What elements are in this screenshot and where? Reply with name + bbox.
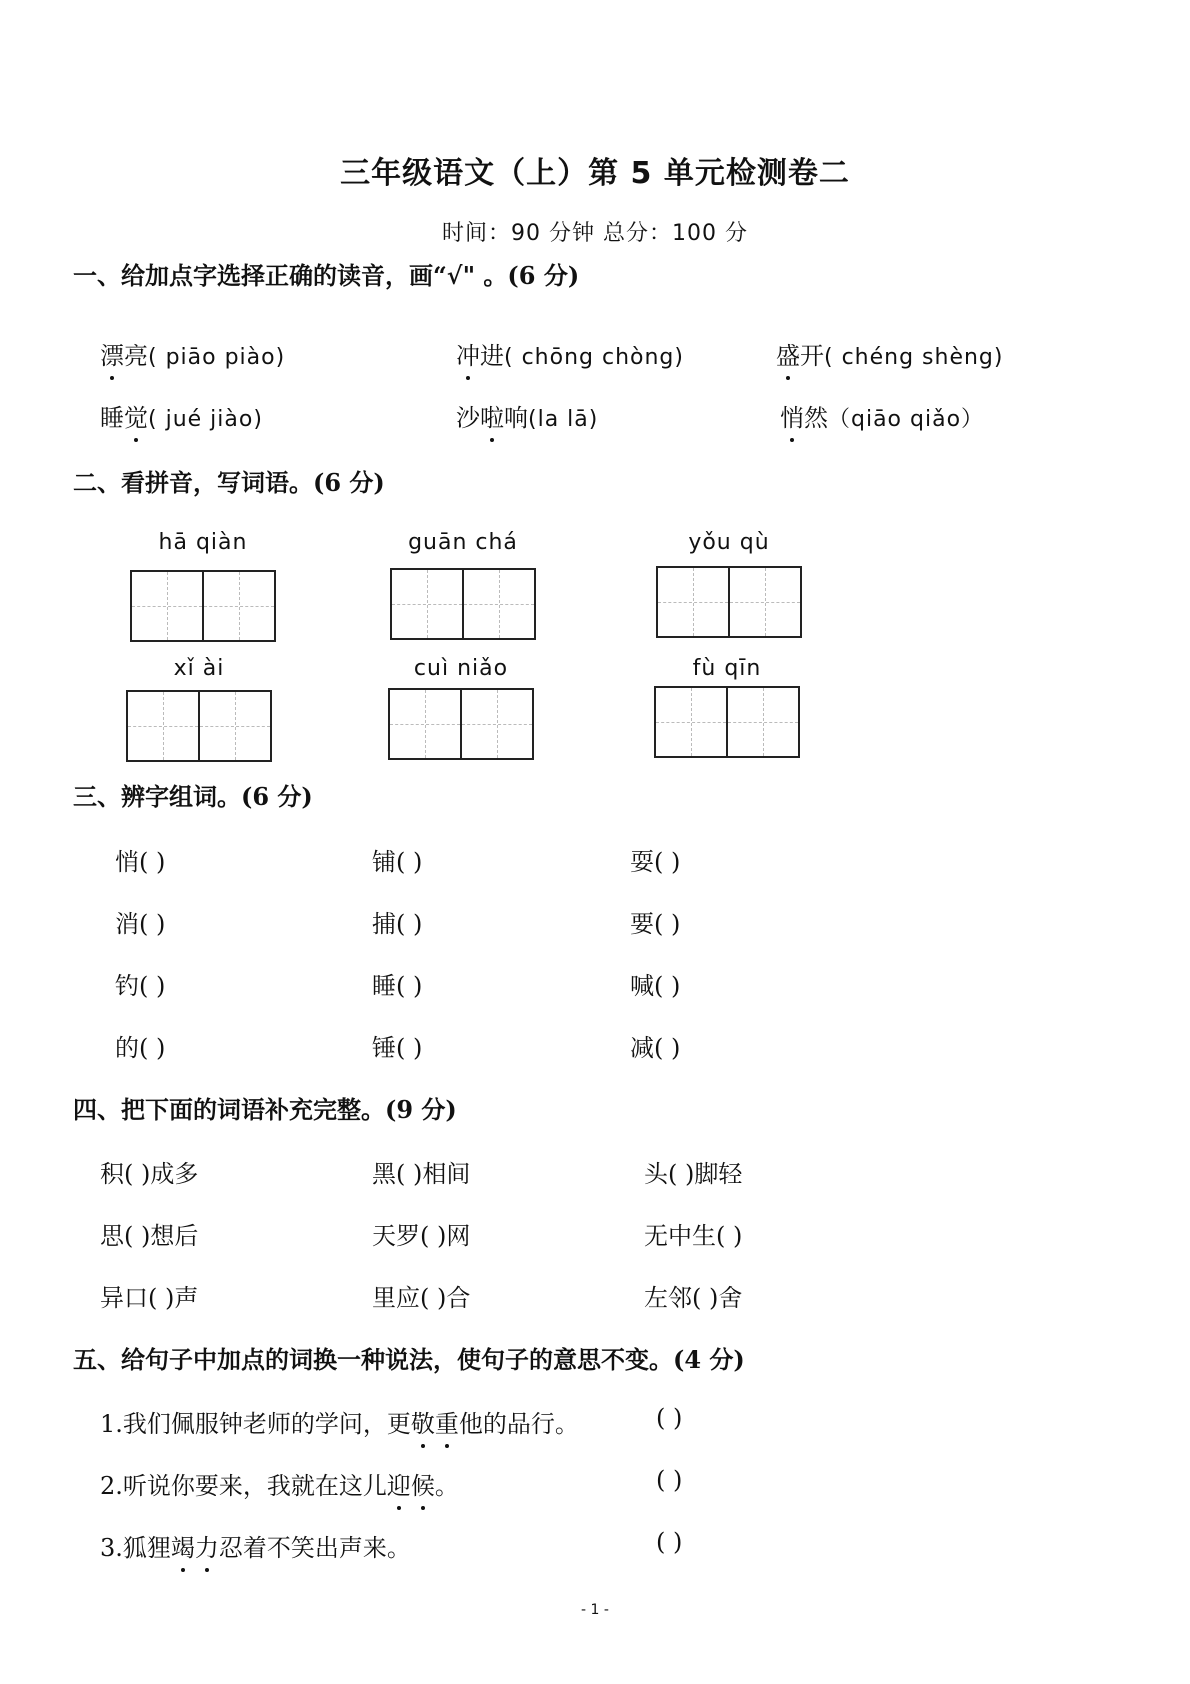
section-4-heading: 四、把下面的词语补充完整。(9 分)	[73, 1095, 457, 1124]
grid-pinyin-6: fù qīn	[692, 656, 762, 681]
grid-cell[interactable]	[726, 688, 798, 756]
s4-item: 左邻( )舍	[644, 1284, 743, 1312]
s3-item: 睡( )	[372, 972, 423, 1000]
grid-pinyin-3: yǒu qù	[688, 530, 770, 555]
s3-item: 耍( )	[630, 848, 681, 876]
dotted-char: 迎	[387, 1466, 411, 1501]
pinyin-options: ( piāo piào)	[148, 345, 286, 370]
char: 亮	[124, 342, 148, 370]
grid-cell[interactable]	[132, 572, 202, 640]
s1-item-6	[780, 398, 984, 433]
s3-item: 的( )	[115, 1034, 166, 1062]
s4-item: 思( )想后	[100, 1222, 199, 1250]
dotted-char: 啦	[480, 398, 504, 433]
s4-item: 积( )成多	[100, 1160, 199, 1188]
s5-answer-blank-1[interactable]: ( )	[656, 1404, 683, 1432]
grid-cell[interactable]	[462, 570, 534, 638]
char: 响	[504, 404, 528, 432]
s5-sentence-3	[100, 1528, 411, 1563]
dotted-char: 力	[195, 1528, 219, 1563]
s5-sentence-2	[100, 1466, 459, 1501]
s5-answer-blank-3[interactable]: ( )	[656, 1528, 683, 1556]
s3-item: 铺( )	[372, 848, 423, 876]
s3-item: 消( )	[115, 910, 166, 938]
char: 进	[480, 342, 504, 370]
sentence-text: 。	[434, 1472, 459, 1500]
dotted-char: 竭	[171, 1528, 195, 1563]
dotted-char: 重	[435, 1404, 459, 1439]
sentence-text: 忍着不笑出声来。	[218, 1534, 411, 1562]
s3-item: 锤( )	[372, 1034, 423, 1062]
grid-cell[interactable]	[460, 690, 532, 758]
grid-pinyin-1: hā qiàn	[158, 530, 248, 555]
sentence-text: 2.听说你要来，我就在这儿	[100, 1472, 387, 1500]
s1-item-2	[456, 336, 684, 371]
s3-item: 悄( )	[115, 848, 166, 876]
writing-grid-3[interactable]	[656, 566, 802, 638]
grid-cell[interactable]	[390, 690, 460, 758]
grid-cell[interactable]	[728, 568, 800, 636]
writing-grid-4[interactable]	[126, 690, 272, 762]
char: 开	[800, 342, 824, 370]
page-number: - 1 -	[581, 1602, 609, 1618]
grid-cell[interactable]	[202, 572, 274, 640]
s1-item-3	[776, 336, 1003, 371]
pinyin-options: ( chōng chòng)	[504, 345, 684, 370]
dotted-char: 悄	[780, 398, 804, 433]
char: 沙	[456, 404, 480, 432]
pinyin-options: （qiāo qiǎo）	[828, 407, 985, 432]
s3-item: 喊( )	[630, 972, 681, 1000]
s3-item: 要( )	[630, 910, 681, 938]
s4-item: 黑( )相间	[372, 1160, 471, 1188]
pinyin-options: (la lā)	[528, 407, 599, 432]
section-2-heading: 二、看拼音，写词语。(6 分)	[73, 468, 385, 497]
writing-grid-1[interactable]	[130, 570, 276, 642]
grid-cell[interactable]	[198, 692, 270, 760]
s3-item: 钓( )	[115, 972, 166, 1000]
char: 然	[804, 404, 828, 432]
sentence-text: 他的品行。	[458, 1410, 579, 1438]
s4-item: 头( )脚轻	[644, 1160, 743, 1188]
dotted-char: 候	[411, 1466, 435, 1501]
s1-item-5	[456, 398, 598, 433]
s4-item: 天罗( )网	[372, 1222, 471, 1250]
grid-cell[interactable]	[658, 568, 728, 636]
grid-pinyin-4: xǐ ài	[173, 656, 225, 681]
s1-item-4	[100, 398, 263, 433]
s4-item: 异口( )声	[100, 1284, 199, 1312]
char: 睡	[100, 404, 124, 432]
dotted-char: 漂	[100, 336, 124, 371]
s4-item: 无中生( )	[644, 1222, 743, 1250]
grid-pinyin-2: guān chá	[408, 530, 518, 555]
section-1-heading: 一、给加点字选择正确的读音，画“√" 。(6 分)	[73, 261, 580, 290]
dotted-char: 盛	[776, 336, 800, 371]
grid-cell[interactable]	[128, 692, 198, 760]
dotted-char: 觉	[124, 398, 148, 433]
dotted-char: 冲	[456, 336, 480, 371]
exam-info: 时间：90 分钟 总分：100 分	[442, 221, 748, 246]
section-5-heading: 五、给句子中加点的词换一种说法，使句子的意思不变。(4 分)	[73, 1345, 745, 1374]
sentence-text: 3.狐狸	[100, 1534, 171, 1562]
pinyin-options: ( chéng shèng)	[824, 345, 1004, 370]
s1-item-1	[100, 336, 285, 371]
writing-grid-6[interactable]	[654, 686, 800, 758]
grid-cell[interactable]	[656, 688, 726, 756]
section-3-heading: 三、辨字组词。(6 分)	[73, 782, 313, 811]
writing-grid-2[interactable]	[390, 568, 536, 640]
pinyin-options: ( jué jiào)	[148, 407, 263, 432]
s4-item: 里应( )合	[372, 1284, 471, 1312]
s3-item: 捕( )	[372, 910, 423, 938]
grid-pinyin-5: cuì niǎo	[413, 656, 509, 681]
s3-item: 减( )	[630, 1034, 681, 1062]
s5-sentence-1	[100, 1404, 579, 1439]
writing-grid-5[interactable]	[388, 688, 534, 760]
grid-cell[interactable]	[392, 570, 462, 638]
page-title: 三年级语文（上）第 5 单元检测卷二	[340, 156, 850, 191]
s5-answer-blank-2[interactable]: ( )	[656, 1466, 683, 1494]
dotted-char: 敬	[411, 1404, 435, 1439]
sentence-text: 1.我们佩服钟老师的学问，更	[100, 1410, 411, 1438]
